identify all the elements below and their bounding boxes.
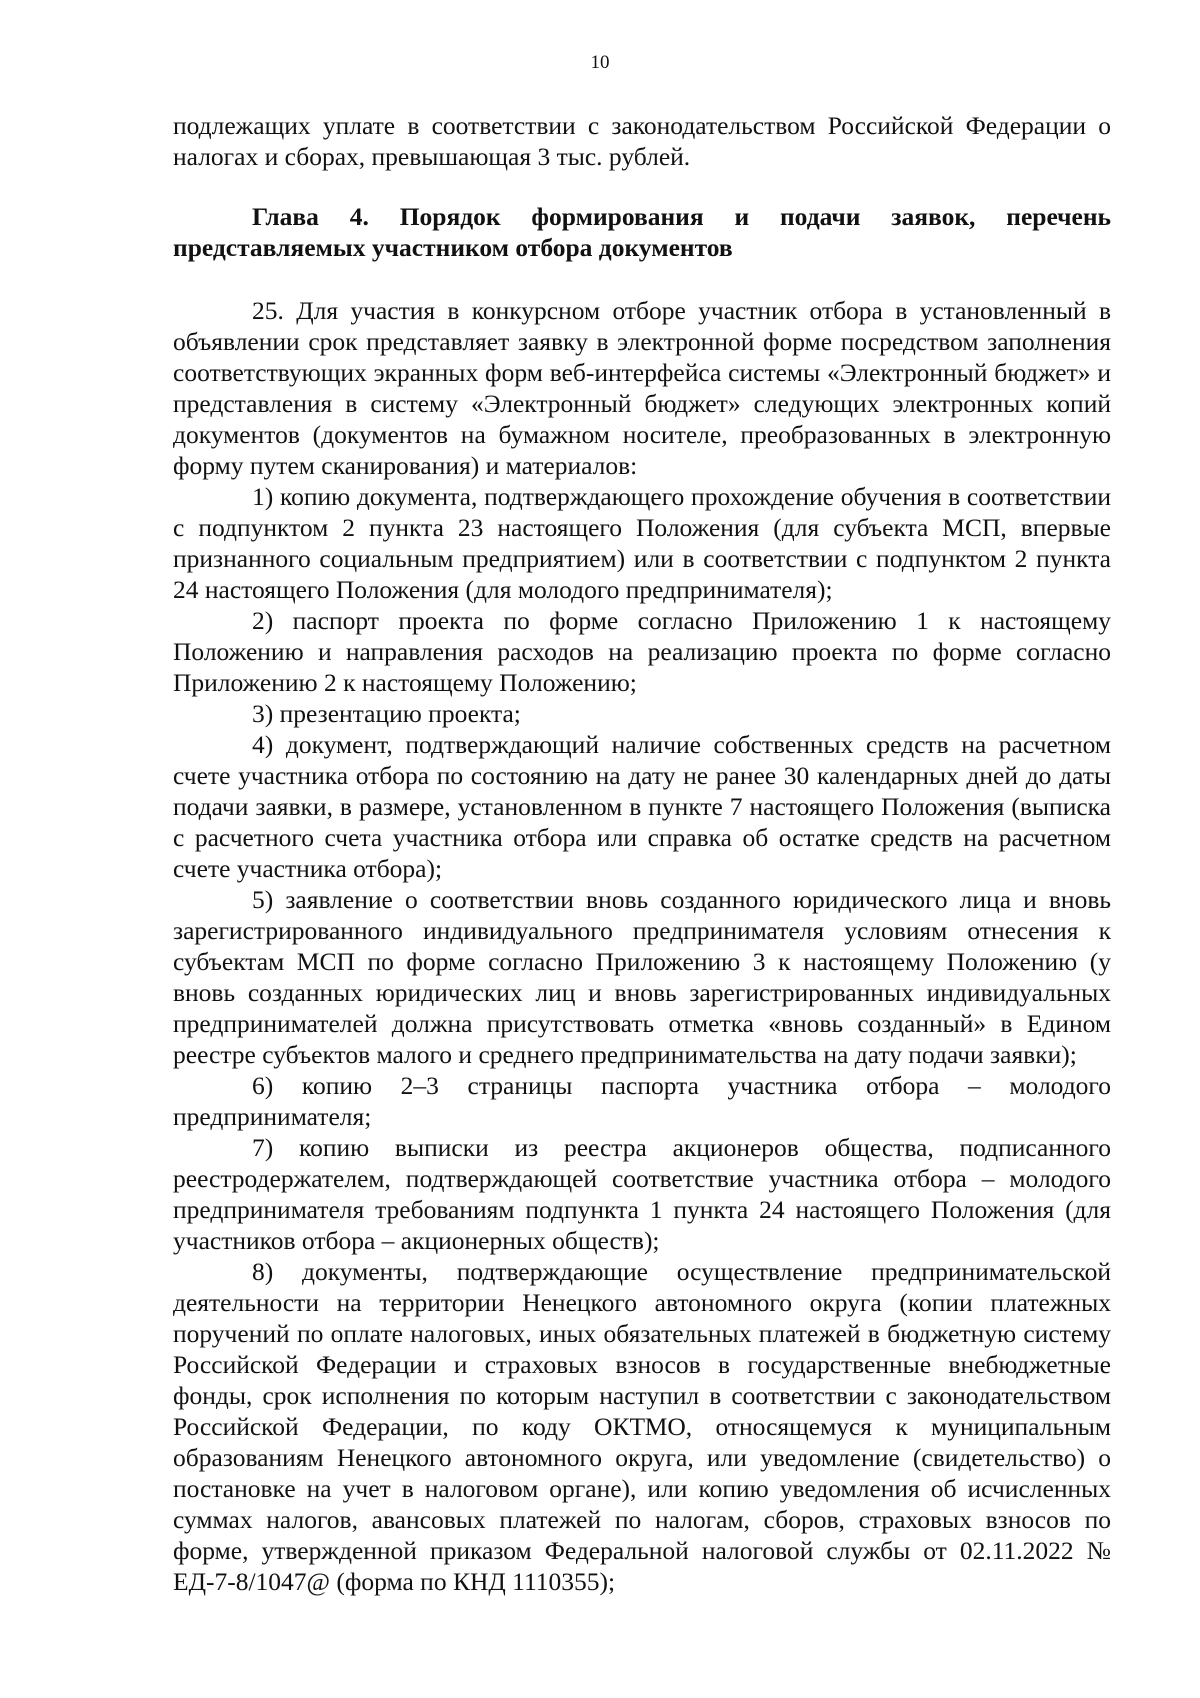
list-item-6: 6) копию 2–3 страницы паспорта участника отбора – молодого предпринимателя; xyxy=(173,1071,1111,1131)
chapter-heading: Глава 4. Порядок формирования и подачи заявок, перечень представляемых участником отбора документов xyxy=(173,202,1111,262)
page-number: 10 xyxy=(590,52,610,73)
list-item-5: 5) заявление о соответствии вновь созданного юридического лица и вновь зарегистрированного индивидуального предпринимателя условиям отнесения к субъектам МСП по форме согласно Приложению 3 к настоящему Положению (у вновь созданных юридических лиц и вновь зарегистрированных индивидуальных предпринимателей должна присутствовать отметка «вновь созданный» в Едином реестре субъектов малого и среднего предпринимательства на дату подачи заявки); xyxy=(173,885,1111,1069)
list-item-8: 8) документы, подтверждающие осуществление предпринимательской деятельности на территории Ненецкого автономного округа (копии платежных поручений по оплате налоговых, иных обязательных платежей в бюджетную систему Российской Федерации и страховых взносов в государственные внебюджетные фонды, срок исполнения по которым наступил в соответствии с законодательством Российской Федерации, по коду ОКТМО, относящемуся к муниципальным образованиям Ненецкого автономного округа, или уведомление (свидетельство) о постановке на учет в налоговом органе), или копию уведомления об исчисленных суммах налогов, авансовых платежей по налогам, сборов, страховых взносов по форме, утвержденной приказом Федеральной налоговой службы от 02.11.2022 № ЕД-7-8/1047@ (форма по КНД 1110355); xyxy=(173,1257,1111,1596)
list-item-4: 4) документ, подтверждающий наличие собственных средств на расчетном счете участника отбора по состоянию на дату не ранее 30 календарных дней до даты подачи заявки, в размере, установленном в пункте 7 настоящего Положения (выписка с расчетного счета участника отбора или справка об остатке средств на расчетном счете участника отбора); xyxy=(173,730,1111,883)
list-item-2: 2) паспорт проекта по форме согласно Приложению 1 к настоящему Положению и направления расходов на реализацию проекта по форме согласно Приложению 2 к настоящему Положению; xyxy=(173,606,1111,697)
document-body xyxy=(173,110,1111,1597)
intro-paragraph: подлежащих уплате в соответствии с законодательством Российской Федерации о налогах и сборах, превышающая 3 тыс. рублей. xyxy=(173,111,1111,171)
list-item-3: 3) презентацию проекта; xyxy=(252,699,521,728)
paragraph-25: 25. Для участия в конкурсном отборе участник отбора в установленный в объявлении срок представляет заявку в электронной форме посредством заполнения соответствующих экранных форм веб-интерфейса системы «Электронный бюджет» и представления в систему «Электронный бюджет» следующих электронных копий документов (документов на бумажном носителе, преобразованных в электронную форму путем сканирования) и материалов: xyxy=(173,296,1111,480)
list-item-7: 7) копию выписки из реестра акционеров общества, подписанного реестродержателем, подтверждающей соответствие участника отбора – молодого предпринимателя требованиям подпункта 1 пункта 24 настоящего Положения (для участников отбора – акционерных обществ); xyxy=(173,1133,1111,1255)
list-item-1: 1) копию документа, подтверждающего прохождение обучения в соответствии с подпунктом 2 пункта 23 настоящего Положения (для субъекта МСП, впервые признанного социальным предприятием) или в соответствии с подпунктом 2 пункта 24 настоящего Положения (для молодого предпринимателя); xyxy=(173,482,1111,604)
